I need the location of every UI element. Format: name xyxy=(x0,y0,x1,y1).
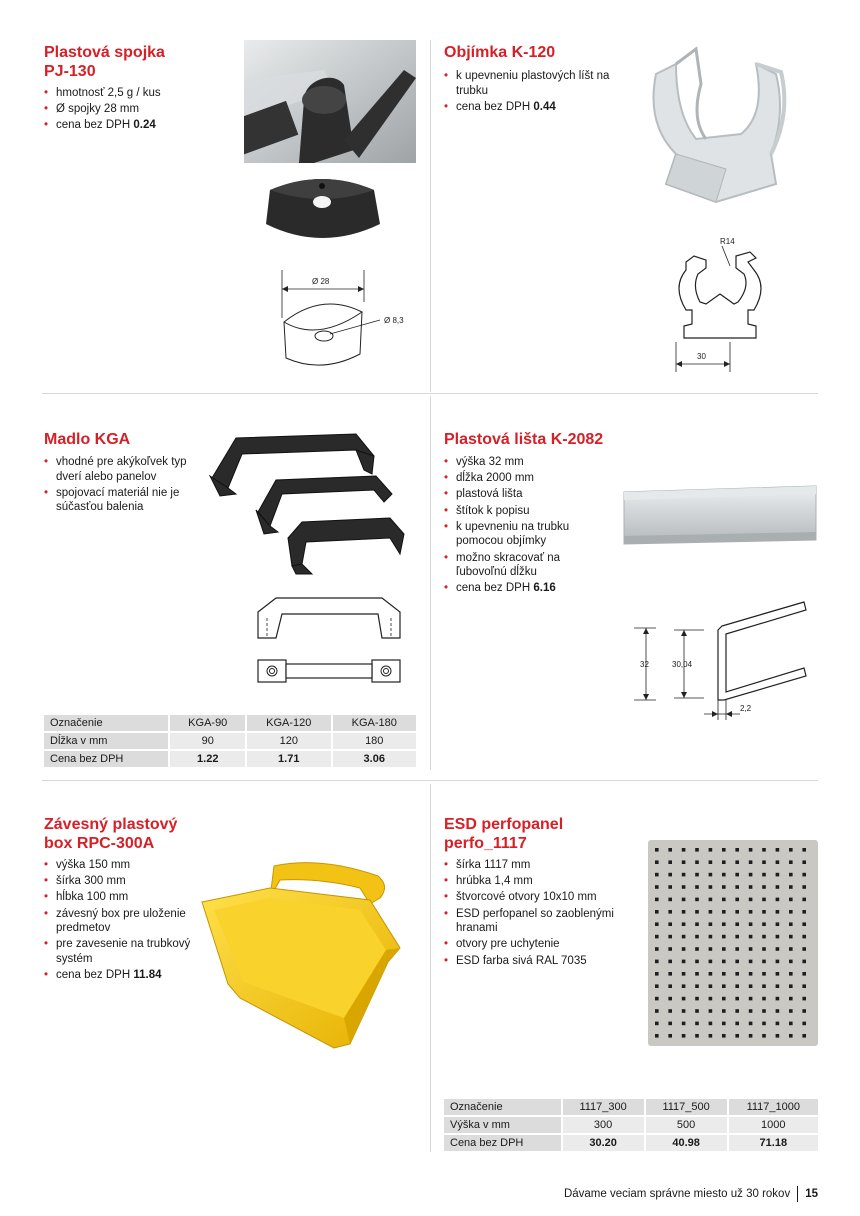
svg-text:Ø 28: Ø 28 xyxy=(312,277,330,286)
svg-text:30: 30 xyxy=(697,352,706,361)
perfo-hole xyxy=(695,935,699,939)
footer-slogan: Dávame veciam správne miesto už 30 rokov xyxy=(563,1188,791,1200)
perfo-hole xyxy=(749,935,753,939)
table-row: Označenie 1117_300 1117_500 1117_1000 xyxy=(444,1099,818,1115)
feature-item: • šírka 1117 mm xyxy=(444,858,614,873)
feature-item: • možno skracovať na ľubovoľnú dĺžku xyxy=(444,551,604,580)
feature-item: • ESD farba sivá RAL 7035 xyxy=(444,954,614,969)
perfo-hole xyxy=(789,922,793,926)
perfo-hole xyxy=(789,984,793,988)
kga-features xyxy=(44,455,204,517)
perfo-hole xyxy=(762,873,766,877)
feature-item: • spojovací materiál nie je súčasťou balenia xyxy=(44,486,204,515)
perfo-hole xyxy=(776,960,780,964)
perfo-hole xyxy=(709,947,713,951)
feature-item: • výška 150 mm xyxy=(44,858,204,873)
perfo-hole xyxy=(682,947,686,951)
perfo-hole xyxy=(802,873,806,877)
perfo-hole xyxy=(709,1009,713,1013)
product-title-rpc300a: Závesný plastový box RPC-300A xyxy=(44,816,178,852)
perfo-hole xyxy=(668,873,672,877)
row-divider xyxy=(42,780,818,781)
perfo1117-features xyxy=(444,858,614,970)
perfo-hole xyxy=(682,873,686,877)
perfo-hole xyxy=(802,885,806,889)
perfo-hole xyxy=(749,984,753,988)
k120-photo xyxy=(636,44,796,206)
perfo-hole xyxy=(722,910,726,914)
perfo-hole xyxy=(668,947,672,951)
perfo-hole xyxy=(802,960,806,964)
perfo-hole xyxy=(789,947,793,951)
perfo-hole xyxy=(668,848,672,852)
perfo-hole xyxy=(709,922,713,926)
perfo-hole xyxy=(655,885,659,889)
perfo-hole xyxy=(776,935,780,939)
product-title-perfo1117: ESD perfopanel perfo_1117 xyxy=(444,816,564,852)
feature-item: • k upevneniu na trubku pomocou objímky xyxy=(444,520,604,549)
perfo-hole xyxy=(709,873,713,877)
perfo-hole xyxy=(695,997,699,1001)
perfo-hole xyxy=(762,922,766,926)
feature-item: • dĺžka 2000 mm xyxy=(444,471,604,486)
feature-item: • cena bez DPH 0.24 xyxy=(44,118,204,133)
perfo-hole xyxy=(789,873,793,877)
perfo-hole xyxy=(722,885,726,889)
table-row: Dĺžka v mm 90 120 180 xyxy=(44,733,416,749)
perfo-hole xyxy=(735,873,739,877)
perfo-hole xyxy=(749,873,753,877)
perfo-hole xyxy=(695,885,699,889)
perfo-hole xyxy=(735,997,739,1001)
perfo-hole xyxy=(655,984,659,988)
perfo-hole xyxy=(749,848,753,852)
perfo-hole xyxy=(709,972,713,976)
perfo-hole xyxy=(762,997,766,1001)
perfo-hole xyxy=(655,910,659,914)
k2082-technical-drawing xyxy=(634,596,818,726)
page-footer xyxy=(564,1186,818,1202)
perfo-hole xyxy=(695,984,699,988)
perfo-hole xyxy=(695,922,699,926)
feature-item: • štvorcové otvory 10x10 mm xyxy=(444,890,614,905)
perfo-hole xyxy=(776,972,780,976)
perfo-hole xyxy=(682,910,686,914)
footer-separator xyxy=(797,1186,798,1202)
perfo-hole xyxy=(776,1009,780,1013)
perfo-hole xyxy=(802,910,806,914)
feature-item: • pre zavesenie na trubkový systém xyxy=(44,937,204,966)
perfo-hole xyxy=(668,860,672,864)
perfo-hole xyxy=(789,860,793,864)
feature-item: • vhodné pre akýkoľvek typ dverí alebo panelov xyxy=(44,455,204,484)
table-row: Výška v mm 300 500 1000 xyxy=(444,1117,818,1133)
perfo-hole xyxy=(776,885,780,889)
perfo-hole xyxy=(776,1034,780,1038)
kga-spec-table xyxy=(42,713,418,769)
perfo-hole xyxy=(682,997,686,1001)
perfo-hole xyxy=(709,910,713,914)
perfo-hole xyxy=(682,935,686,939)
perfo-hole xyxy=(735,1009,739,1013)
perfo-hole xyxy=(695,848,699,852)
perfo-hole xyxy=(709,860,713,864)
svg-text:Ø 8,3: Ø 8,3 xyxy=(384,316,404,325)
perfo-hole xyxy=(709,984,713,988)
perfo-hole xyxy=(776,910,780,914)
perfo-hole xyxy=(789,1034,793,1038)
perfo-hole xyxy=(695,1022,699,1026)
perfo-hole xyxy=(682,960,686,964)
perfo-hole xyxy=(789,972,793,976)
perfo-hole xyxy=(695,873,699,877)
perfo-hole xyxy=(735,910,739,914)
perfo-hole xyxy=(735,972,739,976)
product-title-k120: Objímka K-120 xyxy=(444,44,556,61)
perfo-hole xyxy=(655,1034,659,1038)
feature-item: • hrúbka 1,4 mm xyxy=(444,874,614,889)
perfo-hole xyxy=(802,997,806,1001)
perfo-hole xyxy=(735,1034,739,1038)
perfo-hole xyxy=(789,885,793,889)
table-row: Cena bez DPH 1.22 1.71 3.06 xyxy=(44,751,416,767)
perfo-hole xyxy=(802,860,806,864)
perfo-hole xyxy=(655,935,659,939)
perfo-hole xyxy=(655,972,659,976)
perfo-hole xyxy=(749,1022,753,1026)
perfo-hole xyxy=(709,1034,713,1038)
perfo-hole xyxy=(709,960,713,964)
perfo-hole xyxy=(749,898,753,902)
perfo-hole xyxy=(762,910,766,914)
perfo-hole xyxy=(789,997,793,1001)
perfo-hole xyxy=(709,997,713,1001)
feature-item: • k upevneniu plastových líšt na trubku xyxy=(444,69,614,98)
perfo-hole xyxy=(722,922,726,926)
svg-text:2,2: 2,2 xyxy=(740,704,752,713)
perfo-hole xyxy=(749,1009,753,1013)
perfo-hole xyxy=(762,984,766,988)
feature-item: • cena bez DPH 0.44 xyxy=(444,100,614,115)
perfo-hole xyxy=(749,1034,753,1038)
perfo-hole xyxy=(749,972,753,976)
table-row: Cena bez DPH 30.20 40.98 71.18 xyxy=(444,1135,818,1151)
perfo-hole xyxy=(789,910,793,914)
perfo-hole xyxy=(762,1034,766,1038)
product-title-pj130: Plastová spojka PJ-130 xyxy=(44,44,165,80)
perfo-hole xyxy=(802,922,806,926)
perfo-hole xyxy=(789,935,793,939)
perfo-hole xyxy=(722,848,726,852)
perfo-hole xyxy=(735,935,739,939)
perfo-hole xyxy=(735,1022,739,1026)
feature-item: • hmotnosť 2,5 g / kus xyxy=(44,86,204,101)
perfo-hole xyxy=(762,848,766,852)
page-number: 15 xyxy=(805,1188,818,1200)
feature-item: • cena bez DPH 11.84 xyxy=(44,968,204,983)
perfo-hole xyxy=(709,1022,713,1026)
perfo-hole xyxy=(749,860,753,864)
feature-item: • Ø spojky 28 mm xyxy=(44,102,204,117)
perfo-hole xyxy=(722,972,726,976)
perfo-hole xyxy=(789,1009,793,1013)
feature-item: • šírka 300 mm xyxy=(44,874,204,889)
perfo-hole xyxy=(762,947,766,951)
perfo1117-photo xyxy=(648,840,818,1046)
perfo-hole xyxy=(709,935,713,939)
kga-photo xyxy=(206,426,412,576)
perfo-hole xyxy=(776,947,780,951)
perfo-hole xyxy=(682,1034,686,1038)
perfo-hole xyxy=(682,848,686,852)
perfo-hole xyxy=(668,935,672,939)
column-divider xyxy=(430,396,431,770)
rpc300a-features xyxy=(44,858,204,984)
kga-technical-drawing xyxy=(248,592,408,692)
perfo-hole xyxy=(695,860,699,864)
perfo-hole xyxy=(802,972,806,976)
perfo-hole xyxy=(695,1034,699,1038)
perfo-hole xyxy=(655,860,659,864)
perfo-hole xyxy=(668,972,672,976)
perfo-hole xyxy=(762,898,766,902)
svg-text:30,04: 30,04 xyxy=(672,660,693,669)
perfo-hole xyxy=(735,898,739,902)
perfo-hole xyxy=(735,984,739,988)
perfo-hole xyxy=(802,1022,806,1026)
perfo-hole xyxy=(722,1034,726,1038)
perfo-hole xyxy=(695,910,699,914)
perfo-hole xyxy=(655,997,659,1001)
perfo-hole xyxy=(762,972,766,976)
perfo-hole xyxy=(695,960,699,964)
perfo-hole xyxy=(668,1009,672,1013)
perfo-hole xyxy=(762,1009,766,1013)
perfo-hole xyxy=(722,1009,726,1013)
k2082-photo xyxy=(620,484,818,548)
perfo-hole xyxy=(802,848,806,852)
k120-features xyxy=(444,69,614,116)
perfo-hole xyxy=(682,898,686,902)
perfo-hole xyxy=(655,960,659,964)
perfo-hole xyxy=(722,997,726,1001)
perfo-hole xyxy=(762,935,766,939)
perfo-hole xyxy=(668,1022,672,1026)
product-title-kga: Madlo KGA xyxy=(44,431,131,448)
perfo-hole xyxy=(749,885,753,889)
perfo-hole xyxy=(802,1034,806,1038)
perfo-hole xyxy=(776,984,780,988)
perfo-hole xyxy=(762,960,766,964)
feature-item: • otvory pre uchytenie xyxy=(444,937,614,952)
perfo-hole xyxy=(776,873,780,877)
perfo-hole xyxy=(682,1009,686,1013)
feature-item: • hĺbka 100 mm xyxy=(44,890,204,905)
perfo-hole xyxy=(682,1022,686,1026)
perfo-hole xyxy=(668,922,672,926)
perfo-hole xyxy=(722,935,726,939)
perfo-hole xyxy=(668,910,672,914)
perfo-hole xyxy=(695,947,699,951)
perfo-hole xyxy=(668,885,672,889)
perfo-hole xyxy=(709,898,713,902)
perfo-hole xyxy=(695,972,699,976)
svg-text:R14: R14 xyxy=(720,237,735,246)
perfo-hole xyxy=(655,922,659,926)
perfo-hole xyxy=(776,848,780,852)
perfo-hole xyxy=(682,885,686,889)
perfo-hole xyxy=(762,1022,766,1026)
perfo-hole xyxy=(762,885,766,889)
feature-item: • výška 32 mm xyxy=(444,455,604,470)
perfo-hole xyxy=(655,1009,659,1013)
column-divider xyxy=(430,40,431,392)
perfo-hole xyxy=(762,860,766,864)
pj130-photo-installed xyxy=(244,40,416,163)
column-divider xyxy=(430,784,431,1152)
perfo-hole xyxy=(668,898,672,902)
perfo-hole xyxy=(668,997,672,1001)
perfo-hole xyxy=(682,922,686,926)
perfo-hole xyxy=(749,910,753,914)
perfo1117-spec-table xyxy=(442,1097,820,1153)
feature-item: • ESD perfopanel so zaoblenými hranami xyxy=(444,907,614,936)
perfo-hole xyxy=(789,898,793,902)
feature-item: • štítok k popisu xyxy=(444,504,604,519)
perfo-hole xyxy=(695,898,699,902)
perfo-hole xyxy=(722,898,726,902)
pj130-photo-part xyxy=(262,172,382,250)
perfo-hole xyxy=(802,984,806,988)
perfo-hole xyxy=(722,873,726,877)
perfo-hole xyxy=(682,860,686,864)
k2082-features xyxy=(444,455,604,598)
perfo-hole xyxy=(749,997,753,1001)
perfo-hole xyxy=(735,922,739,926)
perfo-hole xyxy=(802,947,806,951)
perfo-hole xyxy=(749,960,753,964)
perfo-hole xyxy=(789,848,793,852)
feature-item: • plastová lišta xyxy=(444,487,604,502)
perfo-hole xyxy=(802,935,806,939)
perfo-hole xyxy=(802,898,806,902)
perfo-hole xyxy=(749,947,753,951)
perfo-hole xyxy=(776,922,780,926)
table-row: Označenie KGA-90 KGA-120 KGA-180 xyxy=(44,715,416,731)
perfo-hole xyxy=(749,922,753,926)
perfo-hole xyxy=(709,885,713,889)
perfo-hole xyxy=(722,984,726,988)
pj130-technical-drawing xyxy=(262,262,422,378)
perfo-hole xyxy=(682,972,686,976)
perfo-hole xyxy=(735,947,739,951)
perfo-hole xyxy=(776,898,780,902)
feature-item: • cena bez DPH 6.16 xyxy=(444,581,604,596)
perfo-hole xyxy=(668,984,672,988)
perfo-hole xyxy=(722,1022,726,1026)
perfo-hole xyxy=(668,1034,672,1038)
perfo-hole xyxy=(789,1022,793,1026)
perfo-hole xyxy=(776,860,780,864)
perfo-hole xyxy=(735,960,739,964)
perfo-hole xyxy=(695,1009,699,1013)
perfo-hole xyxy=(655,873,659,877)
perfo-hole xyxy=(655,1022,659,1026)
perfo-hole xyxy=(776,1022,780,1026)
product-title-k2082: Plastová lišta K-2082 xyxy=(444,431,604,448)
perfo-hole xyxy=(735,885,739,889)
perfo-hole xyxy=(655,898,659,902)
perfo-hole xyxy=(776,997,780,1001)
perfo-hole xyxy=(655,947,659,951)
perfo-hole xyxy=(682,984,686,988)
perfo-hole xyxy=(655,848,659,852)
perfo-hole xyxy=(802,1009,806,1013)
perfo-hole xyxy=(722,860,726,864)
row-divider xyxy=(42,393,818,394)
perfo-hole xyxy=(735,848,739,852)
perfo-hole xyxy=(709,848,713,852)
pj130-features xyxy=(44,86,204,135)
feature-item: • závesný box pre uloženie predmetov xyxy=(44,907,204,936)
perfo-hole xyxy=(722,947,726,951)
k120-technical-drawing xyxy=(664,232,774,372)
perfo-hole xyxy=(668,960,672,964)
rpc300a-photo xyxy=(200,858,406,1050)
perfo-hole xyxy=(735,860,739,864)
svg-text:32: 32 xyxy=(640,660,649,669)
perfo-hole xyxy=(789,960,793,964)
perfo-hole xyxy=(722,960,726,964)
